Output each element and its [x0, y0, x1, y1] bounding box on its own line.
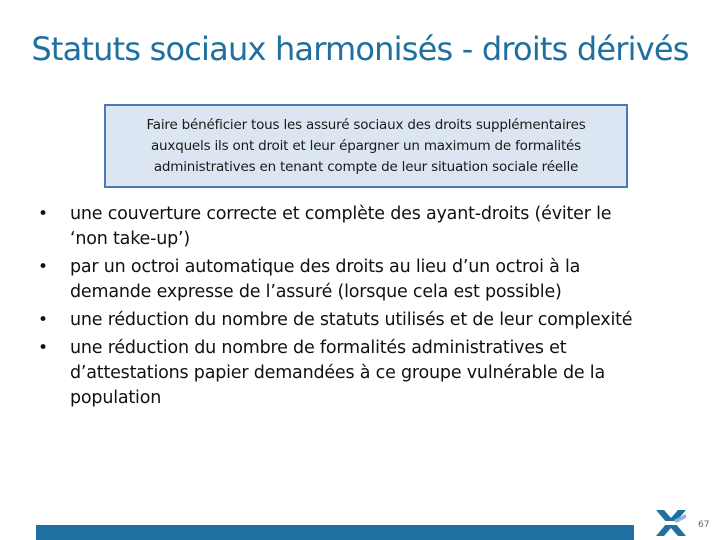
slide-title: Statuts sociaux harmonisés - droits dérivés — [31, 30, 689, 68]
callout-line: administratives en tenant compte de leur situation sociale réelle — [153, 158, 579, 175]
bullet-symbol: • — [38, 338, 48, 358]
bullet-item — [32, 202, 682, 252]
bullet-line: d’attestations papier demandées à ce groupe vulnérable de la — [70, 363, 605, 383]
bullet-item — [32, 255, 682, 305]
callout-box — [104, 104, 628, 188]
footer-bar — [36, 525, 634, 540]
callout-line: auxquels ils ont droit et leur épargner un maximum de formalités — [150, 137, 581, 154]
bullet-line: une réduction du nombre de formalités administratives et — [70, 338, 567, 358]
callout-text — [146, 115, 585, 178]
bullet-item — [32, 308, 682, 333]
bullet-line: par un octroi automatique des droits au lieu d’un octroi à la — [70, 257, 581, 277]
bullet-line: population — [70, 388, 162, 408]
bullet-symbol: • — [38, 204, 48, 224]
bullet-item — [32, 336, 682, 411]
callout-line: Faire bénéficier tous les assuré sociaux des droits supplémentaires — [146, 116, 586, 133]
bullet-line: une réduction du nombre de statuts utilisés et de leur complexité — [70, 310, 633, 330]
bullet-line: une couverture correcte et complète des ayant-droits (éviter le — [70, 204, 612, 224]
page-number: 67 — [698, 520, 710, 530]
bullet-line: demande expresse de l’assuré (lorsque cela est possible) — [70, 282, 562, 302]
bullet-list — [32, 202, 682, 414]
bullet-symbol: • — [38, 310, 48, 330]
bullet-symbol: • — [38, 257, 48, 277]
cross-logo-icon — [654, 506, 688, 540]
bullet-line: ‘non take-up’) — [70, 229, 190, 249]
